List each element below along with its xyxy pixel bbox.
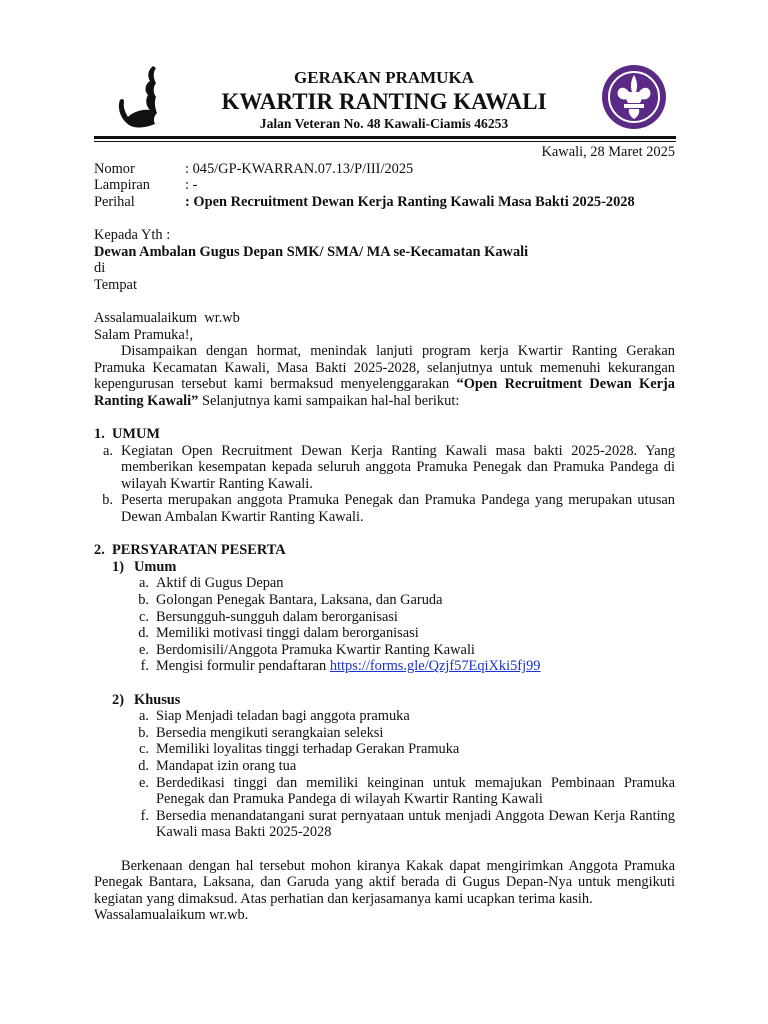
list-item xyxy=(134,625,675,642)
list-item-text: Bersungguh-sungguh dalam berorganisasi xyxy=(156,608,398,625)
subsection-number: 1) xyxy=(112,558,124,575)
letter-meta xyxy=(94,161,675,211)
registration-text: Mengisi formulir pendaftaran xyxy=(156,658,330,675)
list-item xyxy=(134,741,675,758)
list-item xyxy=(94,443,675,493)
header-rule-thick xyxy=(94,136,676,139)
section-title: PERSYARATAN PESERTA xyxy=(112,542,286,559)
list-marker: b. xyxy=(138,592,149,609)
section-persyaratan-heading xyxy=(94,542,675,559)
organization-name: GERAKAN PRAMUKA xyxy=(294,68,474,87)
list-marker: f. xyxy=(140,658,149,675)
subsection-umum-list xyxy=(134,575,675,675)
list-marker: c. xyxy=(139,608,149,625)
list-marker: f. xyxy=(140,807,149,824)
recipient-di: di xyxy=(94,260,106,277)
intro-text-1: Disampaikan dengan hormat, menindak lanjuti program kerja Kwartir Ranting Gerakan Pramuka Kecamatan Kawali, Masa Bakti 2025-2028, selanjutnya untuk memenuhi kekurangan kepengurusan tersebut kami bermaksud menyelenggarakan xyxy=(94,343,675,393)
list-item xyxy=(134,808,675,841)
list-item xyxy=(134,708,675,725)
list-marker: a. xyxy=(103,442,113,459)
letter-body xyxy=(94,144,675,924)
list-item xyxy=(134,658,675,675)
perihal-value: : Open Recruitment Dewan Kerja Ranting Kawali Masa Bakti 2025-2028 xyxy=(185,193,635,210)
list-item-text: Aktif di Gugus Depan xyxy=(156,575,284,592)
list-item-text: Berdomisili/Anggota Pramuka Kwartir Ranting Kawali xyxy=(156,641,475,658)
recipient-tempat: Tempat xyxy=(94,276,137,293)
list-item xyxy=(134,609,675,626)
subsection-khusus-list xyxy=(134,708,675,841)
list-item-text: Siap Menjadi teladan bagi anggota pramuka xyxy=(156,708,410,725)
subsection-khusus-heading xyxy=(112,692,675,709)
list-item-text: Berdedikasi tinggi dan memiliki keinginan untuk memajukan Pembinaan Pramuka Penegak dan Pramuka Pandega di wilayah Kwartir Ranting Kawali xyxy=(156,774,675,808)
list-item-text: Kegiatan Open Recruitment Dewan Kerja Ranting Kawali masa bakti 2025-2028. Yang memberikan kesempatan kepada seluruh anggota Pramuka Penegak dan Pramuka Pandega di wilayah Kwartir Ranting Kawali. xyxy=(121,442,675,492)
list-marker: e. xyxy=(139,641,149,658)
recipient-kepada: Kepada Yth : xyxy=(94,226,171,243)
office-name: KWARTIR RANTING KAWALI xyxy=(221,89,547,114)
subsection-title: Khusus xyxy=(134,691,181,708)
letter-date: Kawali, 28 Maret 2025 xyxy=(541,144,675,160)
subsection-title: Umum xyxy=(134,558,177,575)
list-item-text: Bersedia menandatangani surat pernyataan untuk menjadi Anggota Dewan Kerja Ranting Kawali masa Bakti 2025-2028 xyxy=(156,807,675,841)
office-address: Jalan Veteran No. 48 Kawali-Ciamis 46253 xyxy=(259,116,509,131)
list-item-text: Golongan Penegak Bantara, Laksana, dan Garuda xyxy=(156,592,443,609)
list-item-text xyxy=(156,658,675,675)
list-marker: a. xyxy=(139,708,149,725)
list-item-text: Mandapat izin orang tua xyxy=(156,757,297,774)
list-marker: b. xyxy=(138,724,149,741)
lampiran-value: : - xyxy=(185,177,198,194)
intro-text-2: Selanjutnya kami sampaikan hal-hal berikut: xyxy=(198,392,460,409)
list-marker: a. xyxy=(139,575,149,592)
nomor-label: Nomor xyxy=(94,160,135,177)
list-item xyxy=(134,775,675,808)
section-number: 1. xyxy=(94,426,105,443)
list-item xyxy=(134,642,675,659)
header-rule-thin xyxy=(94,141,676,142)
recipient-name: Dewan Ambalan Gugus Depan SMK/ SMA/ MA se-Kecamatan Kawali xyxy=(94,243,529,260)
intro-text-bold: “Open Recruitment Dewan Kerja Ranting Kawali” xyxy=(94,376,676,409)
list-item xyxy=(134,725,675,742)
section-umum-list xyxy=(94,443,675,526)
section-umum-heading xyxy=(94,426,675,443)
registration-form-link[interactable]: https://forms.gle/Qzjf57EqiXki5fj99 xyxy=(329,658,541,675)
list-marker: d. xyxy=(138,757,149,774)
list-item xyxy=(94,492,675,525)
lampiran-label: Lampiran xyxy=(94,177,150,194)
list-item xyxy=(134,758,675,775)
list-item-text: Memiliki loyalitas tinggi terhadap Gerakan Pramuka xyxy=(156,741,460,758)
greeting-salam-1: Assalamualaikum wr.wb xyxy=(94,309,240,326)
closing-salam: Wassalamualaikum wr.wb. xyxy=(94,907,249,924)
subsection-umum-heading xyxy=(112,559,675,576)
subsection-number: 2) xyxy=(112,691,124,708)
greeting-salam-2: Salam Pramuka!, xyxy=(94,326,194,343)
list-marker: d. xyxy=(138,625,149,642)
list-marker: e. xyxy=(139,774,149,791)
list-item xyxy=(134,592,675,609)
section-title: UMUM xyxy=(112,426,160,443)
nomor-value: : 045/GP-KWARRAN.07.13/P/III/2025 xyxy=(185,160,414,177)
list-item-text: Memiliki motivasi tinggi dalam berorganisasi xyxy=(156,625,419,642)
list-item-text: Peserta merupakan anggota Pramuka Penegak dan Pramuka Pandega yang merupakan utusan Dewan Ambalan Kwartir Ranting Kawali. xyxy=(121,492,675,526)
list-item xyxy=(134,575,675,592)
intro-paragraph xyxy=(94,343,675,409)
world-scout-emblem-icon xyxy=(598,62,670,132)
letterhead xyxy=(98,56,670,136)
list-item-text: Bersedia mengikuti serangkaian seleksi xyxy=(156,724,384,741)
list-marker: c. xyxy=(139,741,149,758)
list-marker: b. xyxy=(102,492,113,509)
closing-paragraph: Berkenaan dengan hal tersebut mohon kiranya Kakak dapat mengirimkan Anggota Pramuka Penegak Bantara, Laksana, dan Garuda yang aktif berada di Gugus Depan-Nya untuk mengikuti kegiatan yang dimaksud. Atas perhatian dan kerjasamanya kami ucapkan terima kasih. xyxy=(94,857,675,907)
section-number: 2. xyxy=(94,542,105,559)
perihal-label: Perihal xyxy=(94,193,135,210)
